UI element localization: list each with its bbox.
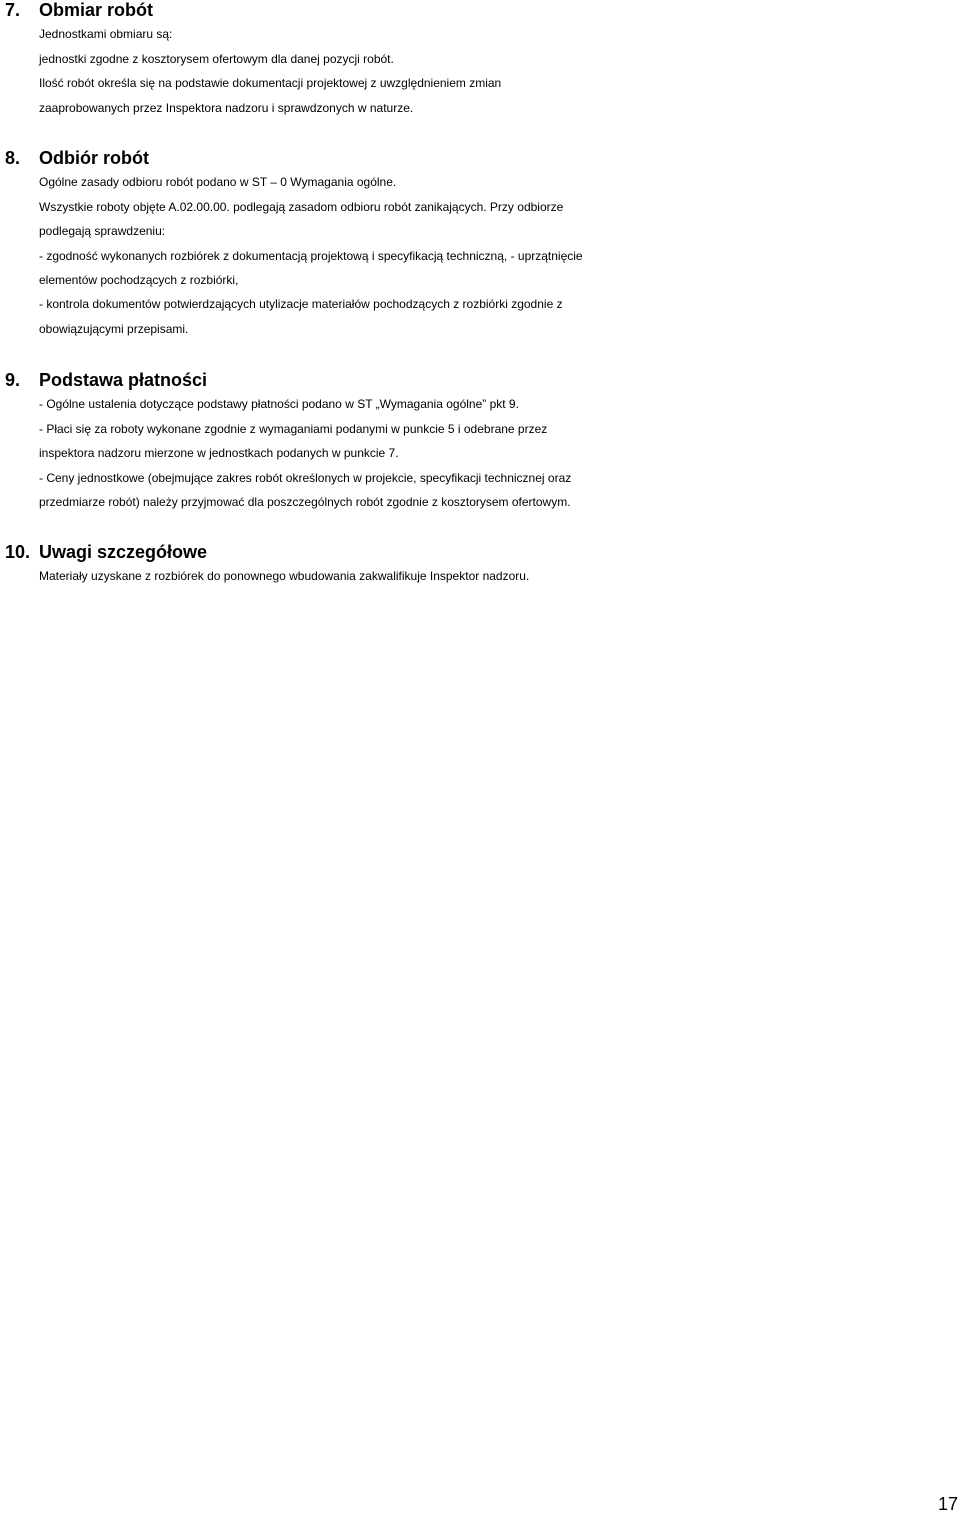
paragraph-line: - zgodność wykonanych rozbiórek z dokumentacją projektową i specyfikacją techniczną, - uprzątnięcie <box>39 248 583 263</box>
page-number: 17 <box>937 1494 958 1514</box>
paragraph-line: obowiązującymi przepisami. <box>39 321 189 336</box>
paragraph-line: jednostki zgodne z kosztorysem ofertowym dla danej pozycji robót. <box>39 51 394 66</box>
section-body <box>39 392 960 514</box>
paragraph-line: inspektora nadzoru mierzone w jednostkach podanych w punkcie 7. <box>39 446 399 461</box>
paragraph-line: - Ceny jednostkowe (obejmujące zakres robót określonych w projekcie, specyfikacji technicznej oraz <box>39 470 572 485</box>
section-number: 10. <box>5 542 31 562</box>
paragraph-line: Jednostkami obmiaru są: <box>39 27 173 42</box>
section-heading: Obmiar robót <box>39 0 154 20</box>
paragraph-line: podlegają sprawdzeniu: <box>39 224 166 239</box>
paragraph-line: elementów pochodzących z rozbiórki, <box>39 272 239 287</box>
paragraph-line: przedmiarze robót) należy przyjmować dla poszczególnych robót zgodnie z kosztorysem ofertowym. <box>39 494 571 509</box>
paragraph-line: zaaprobowanych przez Inspektora nadzoru i sprawdzonych w naturze. <box>39 100 414 115</box>
section-body <box>39 170 960 341</box>
paragraph-line: - kontrola dokumentów potwierdzających utylizacje materiałów pochodzących z rozbiórki zgodnie z <box>39 297 563 312</box>
section-body <box>39 564 960 588</box>
paragraph-line: - Ogólne ustalenia dotyczące podstawy płatności podano w ST „Wymagania ogólne” pkt 9. <box>39 397 519 412</box>
section-number: 7. <box>5 0 21 20</box>
section-heading: Uwagi szczegółowe <box>39 542 208 562</box>
paragraph-line: Wszystkie roboty objęte A.02.00.00. podlegają zasadom odbioru robót zanikających. Przy odbiorze <box>39 199 564 214</box>
paragraph-line: - Płaci się za roboty wykonane zgodnie z wymaganiami podanymi w punkcie 5 i odebrane przez <box>39 421 548 436</box>
section-heading: Odbiór robót <box>39 148 149 168</box>
section-body <box>39 22 960 120</box>
paragraph-line: Ogólne zasady odbioru robót podano w ST – 0 Wymagania ogólne. <box>39 175 397 190</box>
paragraph-line: Ilość robót określa się na podstawie dokumentacji projektowej z uwzględnieniem zmian <box>39 76 502 91</box>
section-heading: Podstawa płatności <box>39 370 208 390</box>
paragraph-line: Materiały uzyskane z rozbiórek do ponownego wbudowania zakwalifikuje Inspektor nadzoru. <box>39 569 530 584</box>
section-number: 8. <box>5 148 21 168</box>
section-number: 9. <box>5 370 21 390</box>
